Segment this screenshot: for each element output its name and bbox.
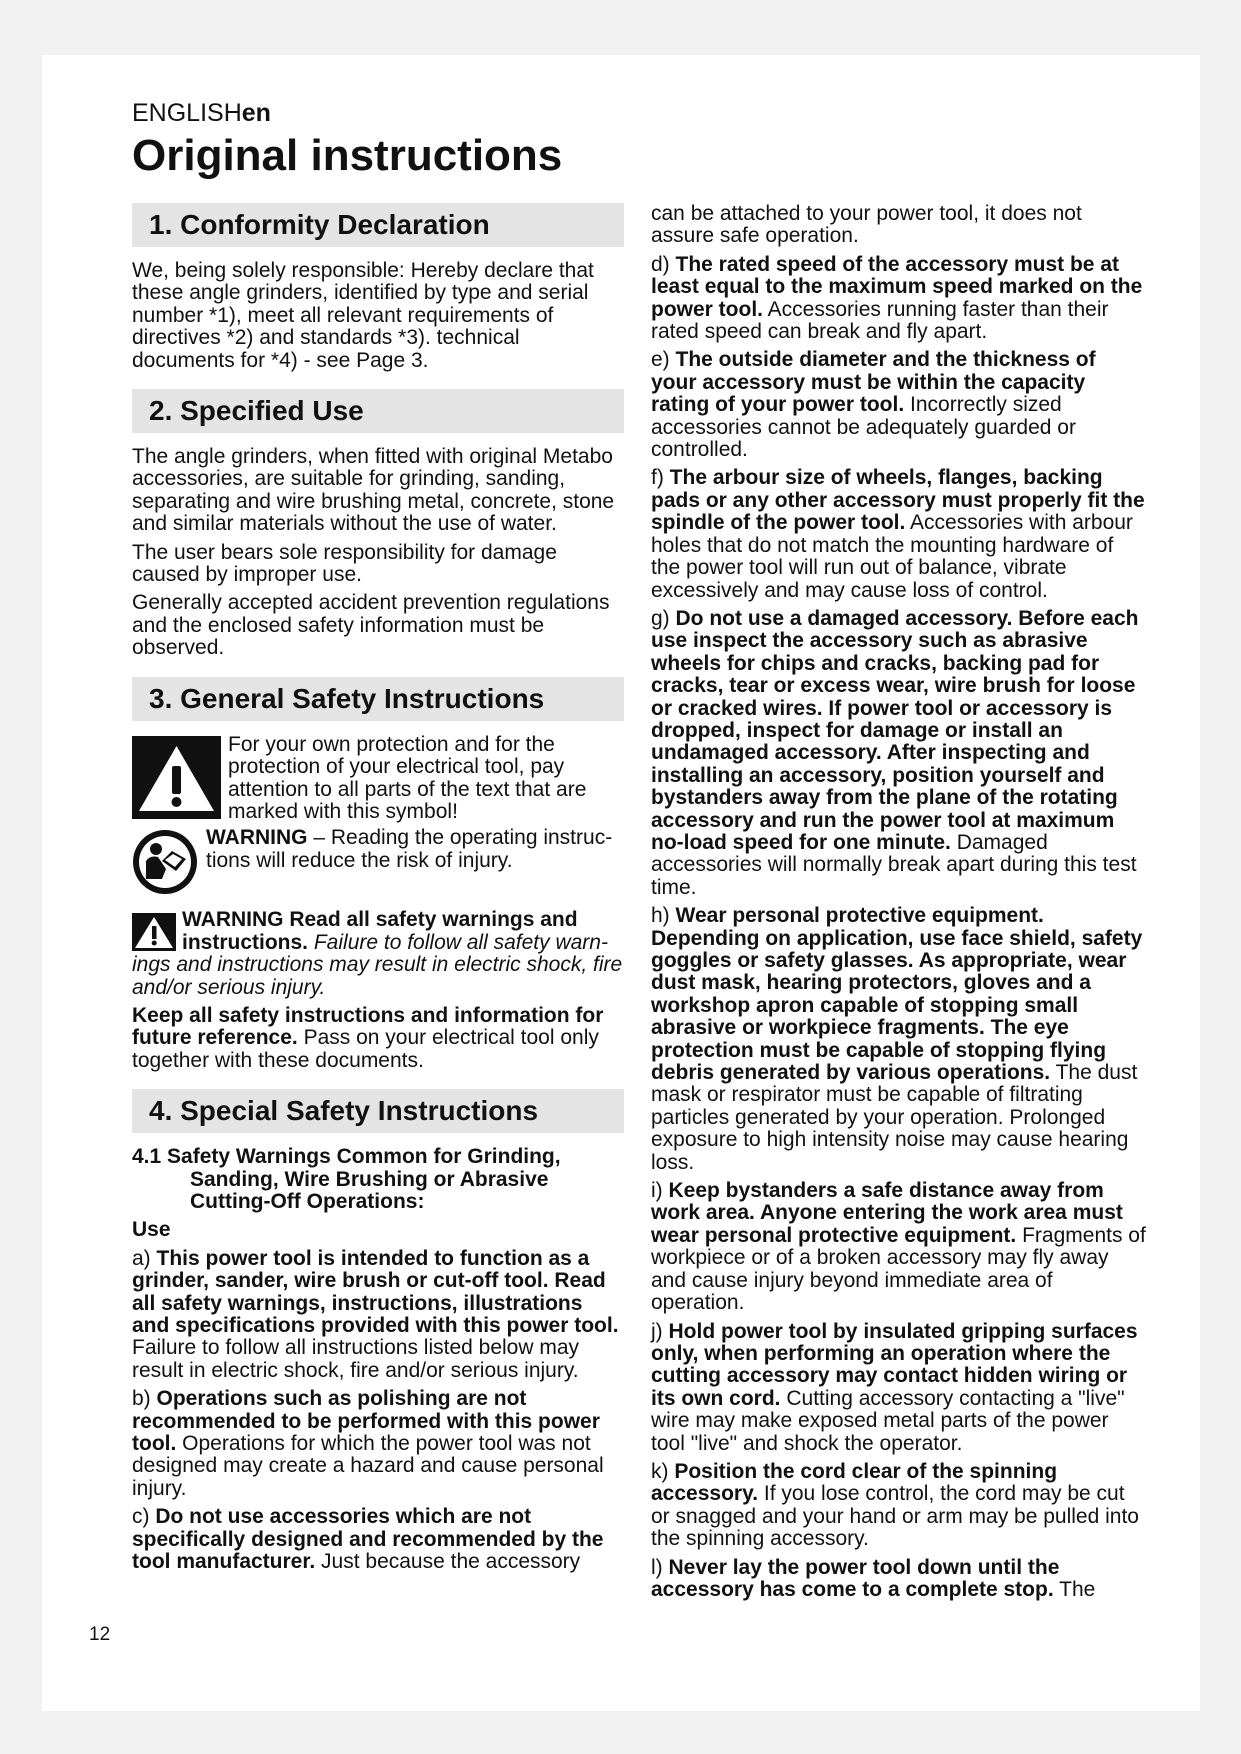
read-all-warnings-block bbox=[132, 909, 624, 999]
item-f: f) The arbour size of wheels, flanges, backing pads or any other accessory must properly fit the spindle of the power tool. Accessories with arbour holes that do not match the mounting hardware of the power tool will run out of balance, vibrate excessively and may cause loss of control. bbox=[651, 466, 1145, 602]
read-all-warnings-italic: Failure to follow all safety warn-ings and instructions may result in electric shock, fire and/or serious injury. bbox=[132, 930, 623, 999]
item-e: e) The outside diameter and the thickness of your accessory must be within the capacity rating of your power tool. Incorrectly sized accessories cannot be adequately guarded or controlled. bbox=[651, 348, 1096, 462]
read-manual-icon bbox=[132, 829, 198, 895]
symbol-note-text: For your own protection and for the protection of your electrical tool, pay attention to all parts of the text that are marked with this symbol! bbox=[228, 732, 587, 823]
keep-instructions-text: Keep all safety instructions and information for future reference. Pass on your electrical tool only together with these documents. bbox=[132, 1003, 604, 1072]
item-j: j) Hold power tool by insulated gripping surfaces only, when performing an operation where the cutting accessory may contact hidden wiring or its own cord. Cutting accessory contacting a "live" wire may make exposed metal parts of the power tool "live" and shock the operator. bbox=[651, 1319, 1138, 1455]
item-h: h) Wear personal protective equipment. Depending on application, use face shield, safety goggles or safety glasses. As appropriate, wear dust mask, hearing protectors, gloves and a workshop apron capable of stopping small abrasive or workpiece fragments. The eye protection must be capable of stopping flying debris generated by various operations. The dust mask or respirator must be capable of filtrating particles generated by your operation. Prolonged exposure to high intensity noise may cause hearing loss. bbox=[651, 904, 1143, 1174]
language-text: ENGLISH bbox=[132, 99, 242, 127]
language-label bbox=[132, 98, 271, 128]
item-b: b) Operations such as polishing are not recommended to be performed with this power tool. Operations for which the power tool was not designed may create a hazard and cause personal injury. bbox=[132, 1387, 604, 1500]
item-c-continued: can be attached to your power tool, it does not assure safe operation. bbox=[651, 202, 1082, 248]
specified-use-p3: Generally accepted accident prevention regulations and the enclosed safety information must be observed. bbox=[132, 591, 610, 660]
symbol-note-block bbox=[132, 734, 624, 824]
page-number: 12 bbox=[89, 1624, 111, 1645]
item-g: g) Do not use a damaged accessory. Before each use inspect the accessory such as abrasive wheels for chips and cracks, backing pad for cracks, tear or excess wear, wire brush for loose or cracked wires. If power tool or accessory is dropped, inspect for damage or install an undamaged accessory. After inspecting and installing an accessory, position yourself and bystanders away from the plane of the rotating accessory and run the power tool at maximum no-load speed for one minute. Damaged accessories will normally break apart during this test time. bbox=[651, 606, 1139, 899]
item-l: l) Never lay the power tool down until the accessory has come to a complete stop. The bbox=[651, 1555, 1096, 1601]
conformity-text: We, being solely responsible: Hereby declare that these angle grinders, identified by type and serial number *1), meet all relevant requirements of directives *2) and standards *3). technical documents for *4) - see Page 3. bbox=[132, 259, 594, 372]
item-d: d) The rated speed of the accessory must be at least equal to the maximum speed marked on the power tool. Accessories running faster than their rated speed can break and fly apart. bbox=[651, 252, 1143, 344]
specified-use-p2: The user bears sole responsibility for damage caused by improper use. bbox=[132, 540, 557, 587]
section-heading-conformity: 1. Conformity Declaration bbox=[132, 203, 624, 247]
warning-triangle-icon bbox=[132, 736, 221, 819]
page-title: Original instructions bbox=[132, 131, 563, 180]
item-k: k) Position the cord clear of the spinning accessory. If you lose control, the cord may be cut or snagged and your hand or arm may be pulled into the spinning accessory. bbox=[651, 1459, 1139, 1551]
right-column bbox=[651, 203, 1146, 1607]
section-heading-special-safety: 4. Special Safety Instructions bbox=[132, 1089, 624, 1133]
item-a: a) This power tool is intended to function as a grinder, sander, wire brush or cut-off tool. Read all safety warnings, instructions, illustrations and specifications provided with this power tool. Failure to follow all instructions listed below may result in electric shock, fire and/or serious injury. bbox=[132, 1246, 619, 1382]
language-code: en bbox=[241, 99, 271, 127]
warning-small-triangle-icon bbox=[132, 913, 176, 951]
use-label: Use bbox=[132, 1218, 171, 1242]
read-manual-block bbox=[132, 827, 624, 895]
item-i: i) Keep bystanders a safe distance away from work area. Anyone entering the work area must wear personal protective equipment. Fragments of workpiece or of a broken accessory may fly away and cause injury beyond immediate area of operation. bbox=[651, 1179, 1146, 1315]
read-manual-text: WARNING – Reading the operating instruc-tions will reduce the risk of injury. bbox=[206, 826, 613, 872]
item-c: c) Do not use accessories which are not specifically designed and recommended by the tool manufacturer. Just because the accessory bbox=[132, 1505, 604, 1574]
left-column bbox=[132, 203, 624, 1579]
specified-use-p1: The angle grinders, when fitted with original Metabo accessories, are suitable for grinding, sanding, separating and wire brushing metal, concrete, stone and similar materials without the use of water. bbox=[132, 445, 615, 536]
read-all-warnings-bold: WARNING Read all safety warnings and instructions. bbox=[182, 908, 578, 954]
subsection-heading-4-1: 4.1 Safety Warnings Common for Grinding, Sanding, Wire Brushing or Abrasive Cutting-Off Operations: bbox=[132, 1145, 561, 1213]
section-heading-general-safety: 3. General Safety Instructions bbox=[132, 677, 624, 721]
section-heading-specified-use: 2. Specified Use bbox=[132, 389, 624, 433]
